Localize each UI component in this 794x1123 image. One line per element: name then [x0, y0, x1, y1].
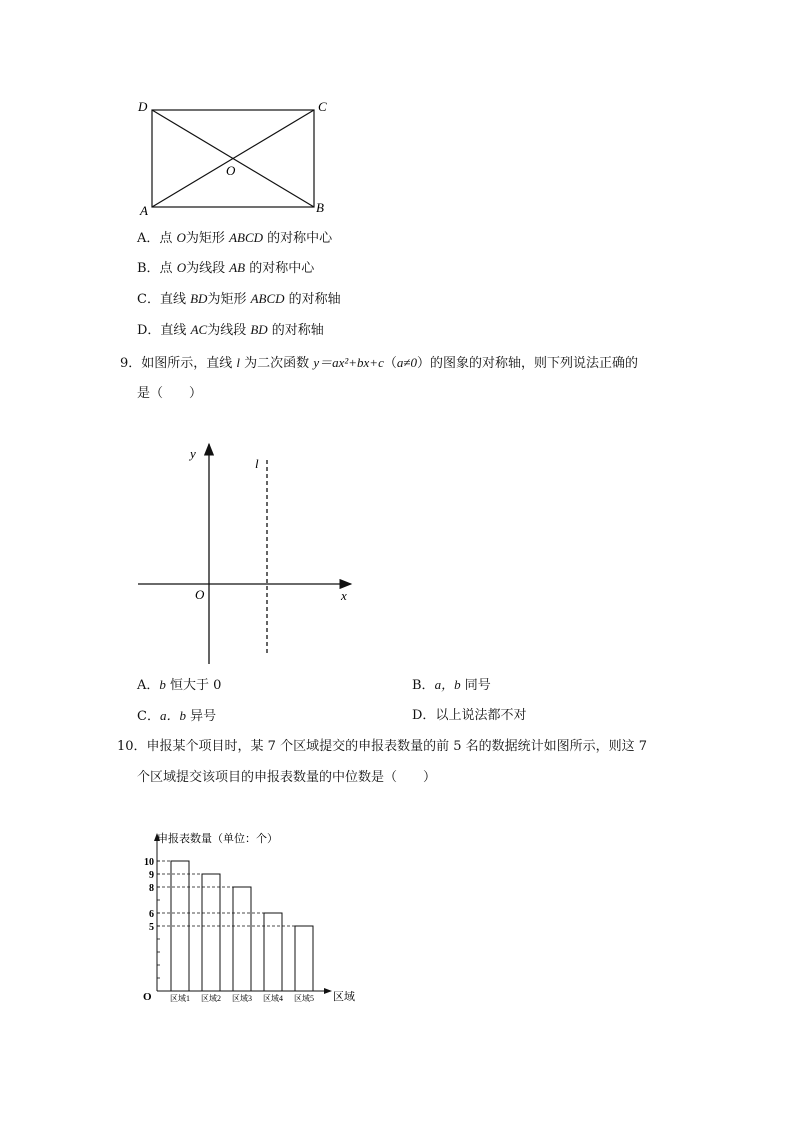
line-l-label: l [255, 456, 259, 471]
bar-5 [295, 926, 313, 991]
q10-bar-chart [135, 828, 375, 1008]
q9-option-a[interactable]: A．b 恒大于 0 [137, 677, 222, 693]
q9-option-b[interactable]: B．a，b 同号 [412, 677, 491, 693]
y-tick-label-5: 5 [149, 922, 154, 933]
q8-option-a[interactable]: A．点 O为矩形 ABCD 的对称中心 [137, 230, 333, 246]
origin-label: O [195, 587, 205, 602]
q10-stem-line2: 个区域提交该项目的申报表数量的中位数是（ ） [137, 770, 437, 785]
q10-stem: 10．申报某个项目时，某 7 个区域提交的申报表数量的前 5 名的数据统计如图所示，则这 7 [117, 739, 648, 754]
bar-2 [202, 874, 220, 991]
q8-option-d[interactable]: D．直线 AC为线段 BD 的对称轴 [137, 322, 324, 338]
q8-option-c[interactable]: C．直线 BD为矩形 ABCD 的对称轴 [137, 291, 341, 307]
chart-title: 申报表数量（单位：个） [157, 833, 278, 845]
y-tick-label-3: 8 [149, 883, 154, 894]
q9-option-d[interactable]: D．以上说法都不对 [412, 708, 527, 723]
bar-4 [264, 913, 282, 991]
label-A: A [140, 203, 148, 218]
category-label-2: 区域2 [201, 994, 221, 1003]
label-O: O [226, 163, 236, 178]
y-tick-label-1: 10 [144, 857, 154, 868]
label-C: C [318, 99, 327, 114]
label-D: D [138, 99, 148, 114]
chart-origin: O [143, 991, 152, 1003]
chart-x-label: 区域 [333, 991, 355, 1003]
rectangle-figure [130, 95, 340, 220]
q8-option-b[interactable]: B．点 O为线段 AB 的对称中心 [137, 260, 315, 276]
x-axis-label: x [341, 588, 347, 603]
q9-stem: 9．如图所示，直线 l 为二次函数 y＝ax²+bx+c（a≠0）的图象的对称轴，则下列说法正确的 [120, 355, 639, 371]
category-label-5: 区域5 [294, 994, 314, 1003]
q9-option-c[interactable]: C．a．b 异号 [137, 708, 217, 724]
bar-3 [233, 887, 251, 991]
category-label-4: 区域4 [263, 994, 283, 1003]
y-tick-label-4: 6 [149, 909, 154, 920]
category-label-3: 区域3 [232, 994, 252, 1003]
q9-axis-graph [130, 435, 365, 670]
category-label-1: 区域1 [170, 994, 190, 1003]
y-axis-label: y [190, 446, 196, 461]
y-tick-label-2: 9 [149, 870, 154, 881]
label-B: B [316, 200, 324, 215]
q9-stem-line2: 是（ ） [137, 386, 203, 401]
